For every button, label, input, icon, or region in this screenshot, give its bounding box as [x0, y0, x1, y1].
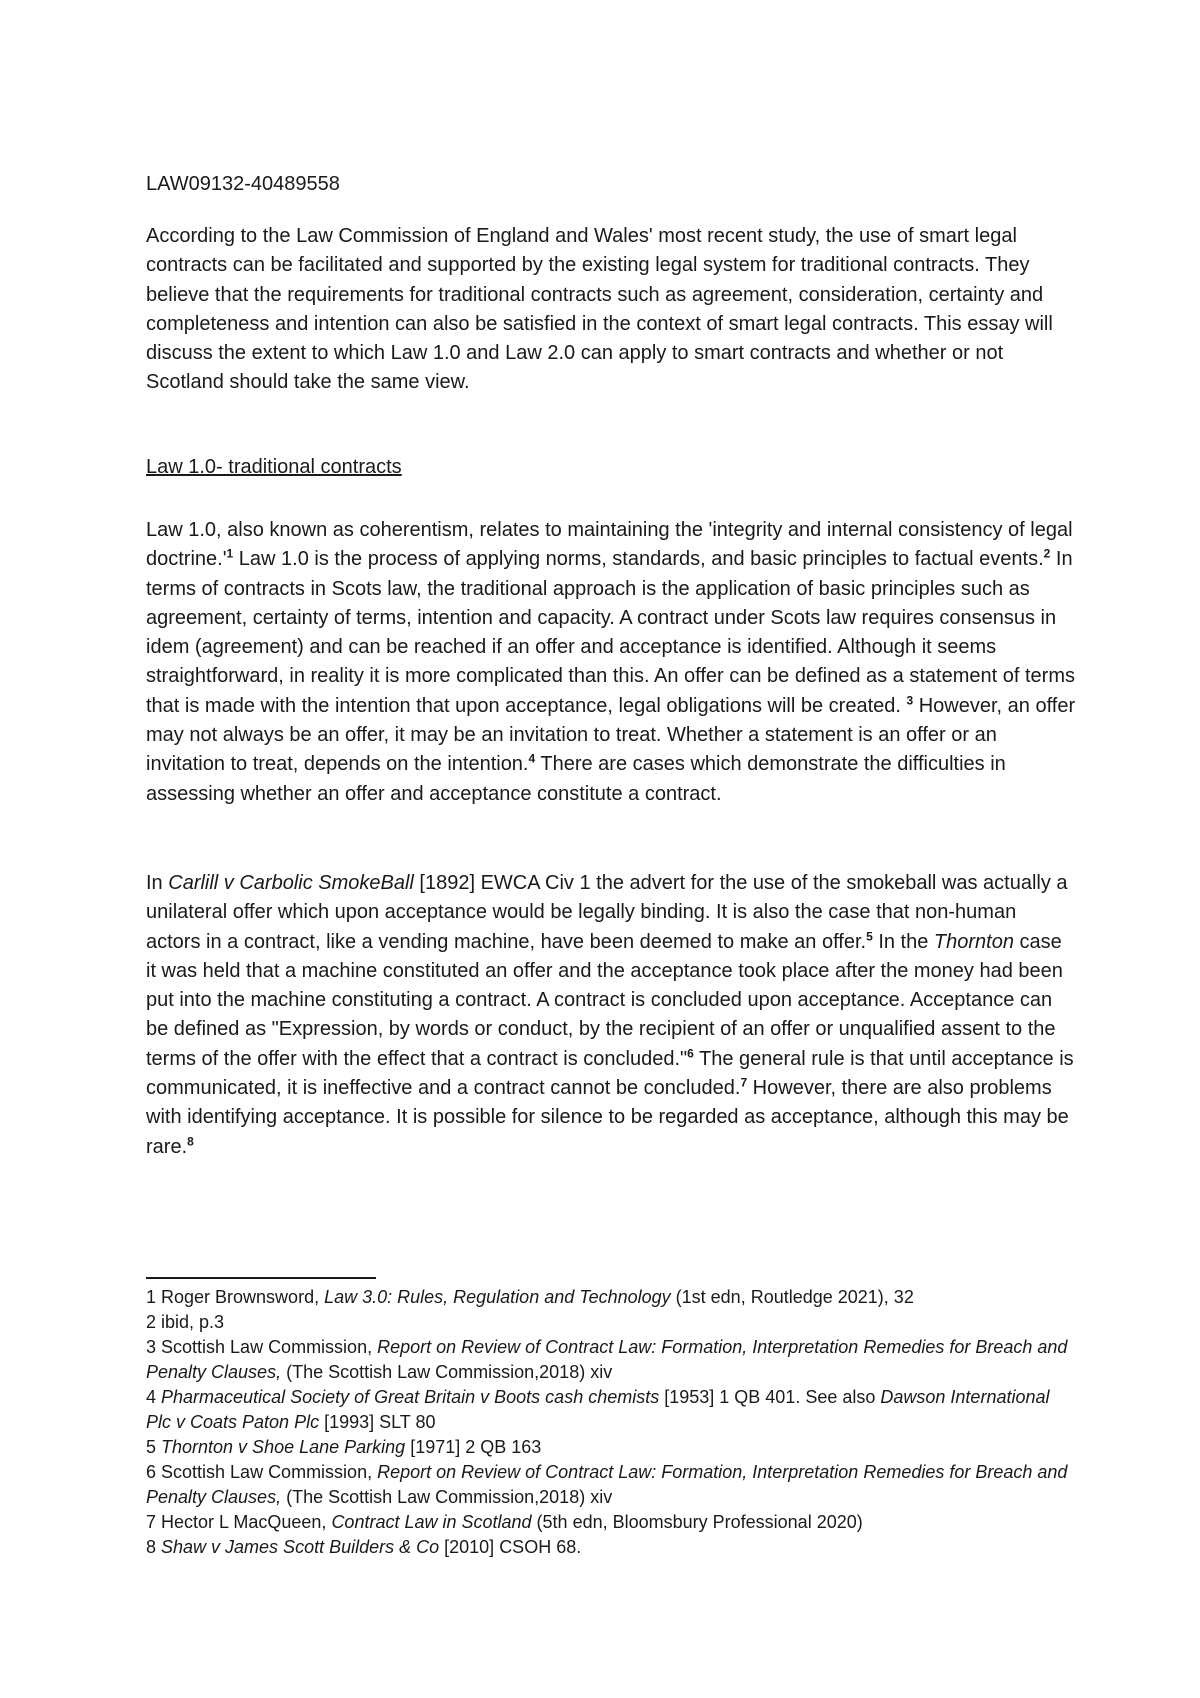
text-run: However, an offer may not always be an offer, it may be an invitation to treat. Whether a statement is an offer or an invitation to treat, depends on the intention.: [146, 694, 1076, 776]
footnotes: [146, 1285, 1076, 1560]
text-run: [1892] EWCA Civ 1 the advert for the use of the smokeball was actually a unilateral offer which upon acceptance would be legally binding. It is also the case that non-human actors in a contract, like a vending machine, have been deemed to make an offer.: [146, 872, 1068, 953]
footnote-4: 4 Pharmaceutical Society of Great Britain v Boots cash chemists [1953] 1 QB 401. See also Dawson International Plc v Coats Paton Plc [1993] SLT 80: [146, 1387, 1050, 1432]
document-id: LAW09132-40489558: [146, 173, 340, 195]
intro-paragraph: [146, 222, 1076, 398]
footnote-ref-7[interactable]: 7: [740, 1075, 748, 1090]
footnote-3: 3 Scottish Law Commission, Report on Review of Contract Law: Formation, Interpretation Remedies for Breach and Penalty Clauses, (The Scottish Law Commission,2018) xiv: [146, 1337, 1068, 1382]
footnote-1: 1 Roger Brownsword, Law 3.0: Rules, Regulation and Technology (1st edn, Routledge 2021), 32: [146, 1287, 914, 1307]
case-name: Carlill v Carbolic SmokeBall: [168, 872, 414, 894]
footnote-ref-3[interactable]: 3: [906, 693, 914, 708]
footnote-5: 5 Thornton v Shoe Lane Parking [1971] 2 QB 163: [146, 1437, 542, 1457]
text-run: In the: [872, 930, 934, 953]
footnote-8: 8 Shaw v James Scott Builders & Co [2010] CSOH 68.: [146, 1537, 582, 1557]
text-run: The general rule is that until acceptance is communicated, it is ineffective and a contract cannot be concluded.: [146, 1047, 1074, 1100]
text-run: There are cases which demonstrate the difficulties in assessing whether an offer and acceptance constitute a contract.: [146, 753, 1006, 805]
text-run: case it was held that a machine constituted an offer and the acceptance took place after the money had been put into the machine constituting a contract. A contract is concluded upon acceptance. Acceptance can be defined as "Expression, by words or conduct, by the recipient of an offer or unqualified assent to the terms of the offer with the effect that a contract is concluded.": [146, 930, 1063, 1070]
footnote-7: 7 Hector L MacQueen, Contract Law in Scotland (5th edn, Bloomsbury Professional 2020): [146, 1512, 863, 1532]
text-run: However, there are also problems with identifying acceptance. It is possible for silence to be regarded as acceptance, although this may be rare.: [146, 1077, 1069, 1158]
footnote-ref-6[interactable]: 6: [687, 1046, 694, 1061]
law-1-paragraph: [146, 516, 1076, 809]
footnote-ref-5[interactable]: 5: [866, 928, 873, 943]
text-run: Law 1.0 is the process of applying norms, standards, and basic principles to factual events.: [233, 548, 1044, 571]
footnote-ref-2[interactable]: 2: [1043, 546, 1051, 561]
carlill-paragraph: [146, 869, 1076, 1162]
section-heading: Law 1.0- traditional contracts: [146, 456, 402, 478]
text-run: In: [146, 872, 169, 894]
footnote-ref-4[interactable]: 4: [528, 751, 536, 766]
text-run: In terms of contracts in Scots law, the traditional approach is the application of basic principles such as agreement, certainty of terms, intention and capacity. A contract under Scots law requires consensus in idem (agreement) and can be reached if an offer and acceptance is identified. Although it seems straightforward, in reality it is more complicated than this. An offer can be defined as a statement of terms that is made with the intention that upon acceptance, legal obligations will be created.: [146, 548, 1075, 717]
footnote-ref-8[interactable]: 8: [187, 1134, 194, 1149]
footnote-ref-1[interactable]: 1: [226, 546, 234, 561]
footnote-6: 6 Scottish Law Commission, Report on Review of Contract Law: Formation, Interpretation Remedies for Breach and Penalty Clauses, (The Scottish Law Commission,2018) xiv: [146, 1462, 1068, 1507]
text-run: Law 1.0, also known as coherentism, relates to maintaining the 'integrity and internal consistency of legal doctrine.': [146, 519, 1073, 571]
paragraph-text: According to the Law Commission of England and Wales' most recent study, the use of smart legal contracts can be facilitated and supported by the existing legal system for traditional contracts. They believe that the requirements for traditional contracts such as agreement, consideration, certainty and completeness and intention can also be satisfied in the context of smart legal contracts. This essay will discuss the extent to which Law 1.0 and Law 2.0 can apply to smart contracts and whether or not Scotland should take the same view.: [146, 225, 1053, 394]
case-name: Thornton: [933, 930, 1014, 953]
footnote-divider: [146, 1277, 376, 1279]
footnote-2: 2 ibid, p.3: [146, 1312, 225, 1332]
